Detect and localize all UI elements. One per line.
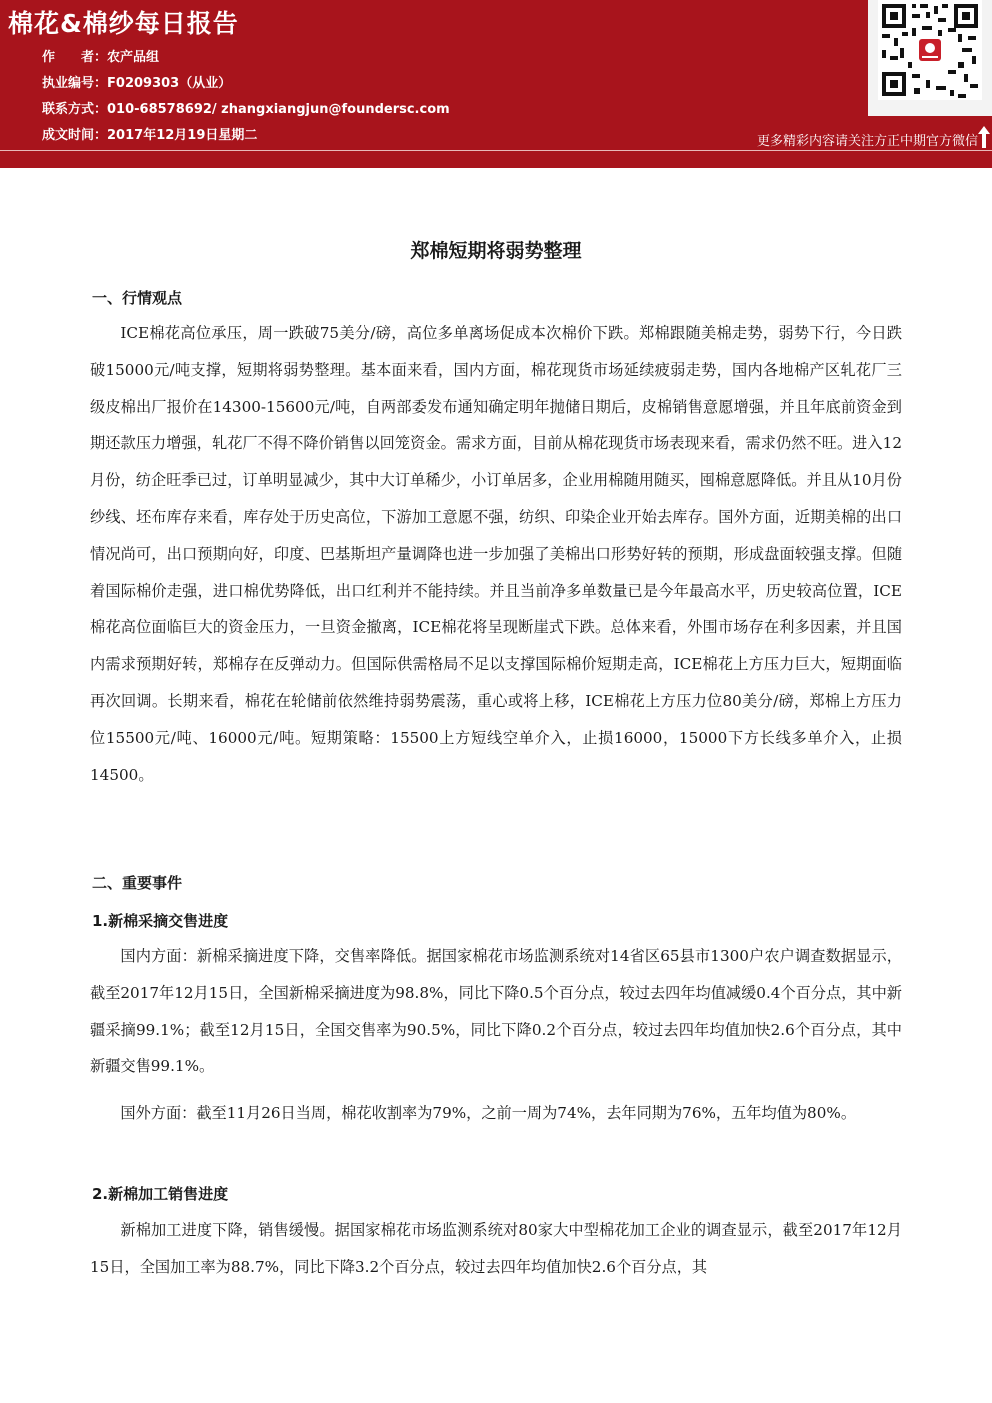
author-line [42,46,159,65]
qr-code-icon [878,0,982,100]
header-strip [0,150,992,168]
author-label: 作 者： [42,50,108,65]
contact-label: 联系方式： [42,102,108,117]
processing-paragraph: 新棉加工进度下降，销售缓慢。据国家棉花市场监测系统对80家大中型棉花加工企业的调查显示，截至2017年12月15日，全国加工率为88.7%，同比下降3.2个百分点，较过去四年均值加快2.6个百分点，其 [90,1221,902,1276]
market-view-paragraph: ICE棉花高位承压，周一跌破75美分/磅，高位多单离场促成本次棉价下跌。郑棉跟随美棉走势，弱势下行，今日跌破15000元/吨支撑，短期将弱势整理。基本面来看，国内方面，棉花现货市场延续疲弱走势，国内各地棉产区轧花厂三级皮棉出厂报价在14300-15600元/吨，自两部委发布通知确定明年抛储日期后，皮棉销售意愿增强，并且年底前资金到期还款压力增强，轧花厂不得不降价销售以回笼资金。需求方面，目前从棉花现货市场表现来看，需求仍然不旺。进入12月份，纺企旺季已过，订单明显减少，其中大订单稀少，小订单居多，企业用棉随用随买，囤棉意愿降低。并且从10月份纱线、坯布库存来看，库存处于历史高位，下游加工意愿不强，纺织、印染企业开始去库存。国外方面，近期美棉的出口情况尚可，出口预期向好，印度、巴基斯坦产量调降也进一步加强了美棉出口形势好转的预期，形成盘面较强支撑。但随着国际棉价走强，进口棉优势降低，出口红利并不能持续。并且当前净多单数量已是今年最高水平，历史较高位置，ICE棉花高位面临巨大的资金压力，一旦资金撤离，ICE棉花将呈现断崖式下跌。总体来看，外围市场存在利多因素，并且国内需求预期好转，郑棉存在反弹动力。但国际供需格局不足以支撑国际棉价短期走高，ICE棉花上方压力巨大，短期面临再次回调。长期来看，棉花在轮储前依然维持弱势震荡，重心或将上移，ICE棉花上方压力位80美分/磅，郑棉上方压力位15500元/吨、16000元/吨。短期策略：15500上方短线空单介入，止损16000，15000下方长线多单介入，止损14500。 [90,324,902,784]
author-value: 农产品组 [107,50,160,65]
section-heading-market-view: 一、行情观点 [92,289,183,307]
section-heading-events: 二、重要事件 [92,874,183,892]
subsection-heading-picking: 1.新棉采摘交售进度 [92,912,229,930]
report-title: 郑棉短期将弱势整理 [410,240,582,262]
wechat-follow-note: 更多精彩内容请关注方正中期官方微信 [756,134,978,149]
license-value: F0209303（从业） [107,76,232,91]
license-label: 执业编号： [42,76,108,91]
report-series-title: 棉花&棉纱每日报告 [8,9,239,38]
subsection-heading-processing: 2.新棉加工销售进度 [92,1185,229,1203]
contact-line [42,98,450,117]
contact-value[interactable]: 010-68578692/ zhangxiangjun@foundersc.com [107,102,450,117]
report-header [0,0,992,150]
up-arrow-icon [976,124,992,150]
date-line [42,124,257,143]
date-value: 2017年12月19日星期二 [107,128,258,143]
picking-foreign-paragraph: 国外方面：截至11月26日当周，棉花收割率为79%，之前一周为74%，去年同期为76%，五年均值为80%。 [120,1104,857,1122]
date-label: 成文时间： [42,128,108,143]
picking-domestic-paragraph: 国内方面：新棉采摘进度下降，交售率降低。据国家棉花市场监测系统对14省区65县市1300户农户调查数据显示，截至2017年12月15日，全国新棉采摘进度为98.8%，同比下降0.5个百分点，较过去四年均值减缓0.4个百分点，其中新疆采摘99.1%；截至12月15日，全国交售率为90.5%，同比下降0.2个百分点，较过去四年均值加快2.6个百分点，其中新疆交售99.1%。 [90,947,902,1076]
license-line [42,72,231,91]
